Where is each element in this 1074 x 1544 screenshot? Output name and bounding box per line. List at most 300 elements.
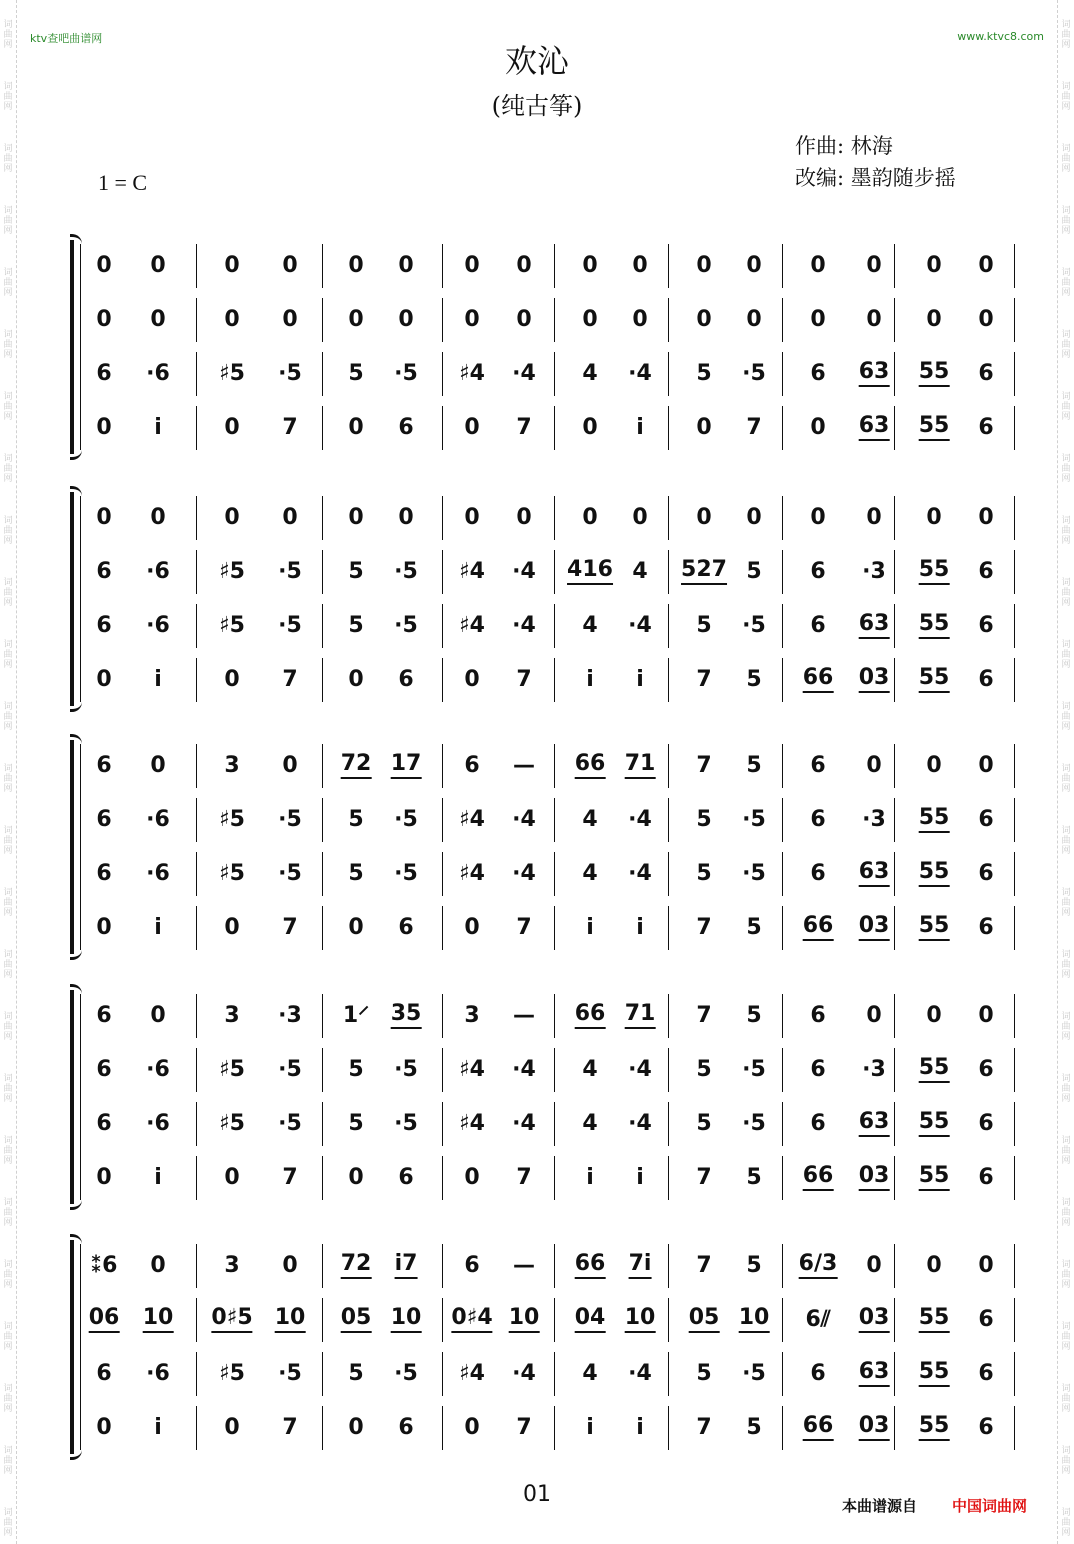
watermark-glyph: 词 曲 网 — [3, 764, 13, 794]
note: 0 — [516, 505, 532, 530]
note: i — [586, 915, 594, 940]
note: 03 — [859, 1165, 890, 1191]
barline — [196, 852, 197, 896]
note: 7 — [696, 667, 712, 692]
note: 7 — [696, 1253, 712, 1278]
barline — [668, 798, 669, 842]
barline — [1014, 798, 1015, 842]
barline — [782, 1102, 783, 1146]
barline — [322, 550, 323, 594]
note: 6 — [810, 1003, 826, 1028]
note: 0 — [516, 307, 532, 332]
note: 0 — [866, 505, 882, 530]
note: 7 — [516, 915, 532, 940]
note: ·4 — [512, 1111, 536, 1136]
note: 0 — [224, 667, 240, 692]
note: 0 — [810, 253, 826, 278]
barline — [894, 1244, 895, 1288]
note: ♯5 — [219, 613, 245, 638]
barline — [442, 1244, 443, 1288]
note: 10 — [275, 1307, 306, 1333]
note: 7 — [516, 667, 532, 692]
barline — [322, 1406, 323, 1450]
note: 03 — [859, 915, 890, 941]
barline — [554, 1298, 555, 1342]
note: 0 — [926, 307, 942, 332]
watermark-glyph: 词 曲 网 — [1061, 950, 1071, 980]
note: ·3 — [862, 807, 886, 832]
note: ·4 — [512, 861, 536, 886]
barline — [668, 906, 669, 950]
barline — [554, 1156, 555, 1200]
barline — [196, 406, 197, 450]
note: 63 — [859, 1111, 890, 1137]
note: 6 — [978, 1057, 994, 1082]
barline — [782, 994, 783, 1038]
watermark-glyph: 词 曲 网 — [3, 702, 13, 732]
barline — [554, 1048, 555, 1092]
note: 10 — [739, 1307, 770, 1333]
note: ·5 — [278, 861, 302, 886]
note: 0 — [282, 505, 298, 530]
barline — [196, 798, 197, 842]
watermark-glyph: 词 曲 网 — [1061, 392, 1071, 422]
note: i — [636, 1415, 644, 1440]
barline — [668, 406, 669, 450]
note: ♯4 — [459, 361, 485, 386]
score-system-2 — [62, 492, 1020, 706]
note: ·5 — [278, 1057, 302, 1082]
note: ♯4 — [459, 613, 485, 638]
left-dashed-border — [16, 0, 17, 1544]
barline — [894, 550, 895, 594]
barline — [894, 994, 895, 1038]
note: 7 — [516, 1165, 532, 1190]
note: ♯4 — [459, 559, 485, 584]
barline — [322, 744, 323, 788]
note: 66 — [575, 753, 606, 779]
barline — [668, 1156, 669, 1200]
note: ·6 — [146, 559, 170, 584]
watermark-glyph: 词 曲 网 — [3, 950, 13, 980]
barline — [322, 244, 323, 288]
note: 6 — [810, 861, 826, 886]
note: 0 — [746, 505, 762, 530]
note: ·5 — [394, 1361, 418, 1386]
barline — [668, 744, 669, 788]
note: 55 — [919, 1307, 950, 1333]
note: 0 — [398, 253, 414, 278]
barline — [1014, 744, 1015, 788]
note: ♯5 — [219, 361, 245, 386]
note: 06 — [89, 1307, 120, 1333]
barline — [322, 604, 323, 648]
note: 63 — [859, 1361, 890, 1387]
barline — [442, 1102, 443, 1146]
note: 0 — [150, 753, 166, 778]
barline — [782, 550, 783, 594]
note: i — [154, 667, 162, 692]
watermark-glyph: 词 曲 网 — [1061, 1198, 1071, 1228]
note: 72 — [341, 753, 372, 779]
barline — [554, 1406, 555, 1450]
barline — [894, 1406, 895, 1450]
note: 6/3 — [799, 1253, 838, 1279]
note: 5 — [348, 1057, 364, 1082]
note: 6 — [810, 1057, 826, 1082]
note: 6 — [810, 361, 826, 386]
watermark-glyph: 词 曲 网 — [1061, 144, 1071, 174]
note: 7 — [696, 915, 712, 940]
barline — [894, 852, 895, 896]
note: 5 — [696, 1361, 712, 1386]
watermark-glyph: 词 曲 网 — [1061, 1384, 1071, 1414]
system-bracket — [62, 240, 76, 454]
note: 0 — [978, 753, 994, 778]
note: 1⸍ — [342, 1003, 370, 1028]
score-system-3 — [62, 740, 1020, 954]
note: ·4 — [628, 1361, 652, 1386]
note: 0 — [696, 505, 712, 530]
note: 0 — [696, 253, 712, 278]
note: 0 — [464, 915, 480, 940]
barline — [894, 352, 895, 396]
barline — [894, 298, 895, 342]
watermark-glyph: 词 曲 网 — [1061, 268, 1071, 298]
note: 5 — [746, 1415, 762, 1440]
right-dashed-border — [1057, 0, 1058, 1544]
note: ⁑6 — [90, 1253, 118, 1278]
note: 6 — [810, 1111, 826, 1136]
note: ·5 — [742, 361, 766, 386]
note: 6 — [96, 559, 112, 584]
watermark-glyph: 词 曲 网 — [3, 516, 13, 546]
watermark-glyph: 词 曲 网 — [3, 206, 13, 236]
barline — [196, 244, 197, 288]
note: 0 — [224, 915, 240, 940]
note: 0 — [348, 415, 364, 440]
note: 03 — [859, 1307, 890, 1333]
barline — [668, 1298, 669, 1342]
barline — [1014, 1048, 1015, 1092]
note: 0 — [926, 505, 942, 530]
barline — [442, 994, 443, 1038]
score-system-4 — [62, 990, 1020, 1204]
site-url-right: www.ktvc8.com — [957, 30, 1044, 43]
note: 0 — [696, 415, 712, 440]
note: 3 — [464, 1003, 480, 1028]
note: 3 — [224, 1253, 240, 1278]
system-bracket — [62, 990, 76, 1204]
barline — [196, 1048, 197, 1092]
note: 0 — [96, 505, 112, 530]
note: 4 — [582, 1111, 598, 1136]
watermark-glyph: 词 曲 网 — [1061, 206, 1071, 236]
note: 6 — [978, 613, 994, 638]
note: 4 — [582, 361, 598, 386]
note: ♯5 — [219, 1111, 245, 1136]
barline — [554, 744, 555, 788]
barline — [668, 244, 669, 288]
score-system-5 — [62, 1240, 1020, 1454]
note: 10 — [509, 1307, 540, 1333]
barline — [554, 604, 555, 648]
note: i — [636, 915, 644, 940]
note: 0 — [866, 753, 882, 778]
note: 0 — [866, 253, 882, 278]
note: 71 — [625, 753, 656, 779]
barline — [196, 1102, 197, 1146]
note: 66 — [803, 1165, 834, 1191]
note: 7 — [746, 415, 762, 440]
barline — [196, 1244, 197, 1288]
barline — [322, 1102, 323, 1146]
note: 0 — [96, 915, 112, 940]
barline — [668, 1048, 669, 1092]
note: ·6 — [146, 361, 170, 386]
note: 0 — [150, 307, 166, 332]
note: 3 — [224, 753, 240, 778]
note: ·5 — [742, 807, 766, 832]
note: ·6 — [146, 1057, 170, 1082]
note: 6 — [810, 559, 826, 584]
note: 7 — [282, 667, 298, 692]
note: 0 — [810, 307, 826, 332]
note: — — [513, 1003, 535, 1028]
note: 0 — [96, 415, 112, 440]
note: 55 — [919, 1361, 950, 1387]
watermark-glyph: 词 曲 网 — [1061, 1074, 1071, 1104]
note: 0 — [866, 307, 882, 332]
note: i — [636, 415, 644, 440]
barline — [1014, 1406, 1015, 1450]
barline — [554, 1102, 555, 1146]
note: 6 — [96, 1057, 112, 1082]
note: 6 — [978, 1307, 994, 1332]
note: ·5 — [394, 361, 418, 386]
note: 0 — [150, 253, 166, 278]
note: 03 — [859, 667, 890, 693]
note: ·5 — [394, 861, 418, 886]
arranger-credit: 改编: 墨韵随步摇 — [795, 166, 956, 190]
note: 5 — [746, 753, 762, 778]
note: ·3 — [862, 559, 886, 584]
note: 17 — [391, 753, 422, 779]
barline — [322, 1156, 323, 1200]
source-label: 本曲谱源自 — [842, 1497, 918, 1515]
note: 4 — [582, 807, 598, 832]
note: 0 — [978, 307, 994, 332]
note: ·4 — [628, 361, 652, 386]
note: 6 — [978, 667, 994, 692]
barline — [196, 550, 197, 594]
note: 0 — [582, 253, 598, 278]
barline — [782, 298, 783, 342]
note: 5 — [348, 361, 364, 386]
note: 63 — [859, 613, 890, 639]
note: 6 — [810, 1361, 826, 1386]
note: 5 — [746, 559, 762, 584]
barline — [782, 1156, 783, 1200]
barline — [196, 1352, 197, 1396]
barline — [1014, 994, 1015, 1038]
watermark-glyph: 词 曲 网 — [1061, 1136, 1071, 1166]
note: 6 — [96, 1361, 112, 1386]
note: 0 — [516, 253, 532, 278]
barline — [894, 906, 895, 950]
right-watermark-strip — [1056, 0, 1074, 1544]
song-title: 欢沁 — [504, 42, 569, 80]
note: ·4 — [512, 1057, 536, 1082]
note: 0 — [282, 307, 298, 332]
note: ♯5 — [219, 807, 245, 832]
note: 0 — [282, 753, 298, 778]
note: 6 — [398, 1165, 414, 1190]
note: 0 — [224, 1165, 240, 1190]
note: 0♯5 — [211, 1307, 252, 1333]
watermark-glyph: 词 曲 网 — [3, 1260, 13, 1290]
barline — [668, 1406, 669, 1450]
barline — [322, 994, 323, 1038]
watermark-glyph: 词 曲 网 — [3, 1446, 13, 1476]
note: 55 — [919, 1057, 950, 1083]
note: 0 — [150, 1253, 166, 1278]
barline — [894, 604, 895, 648]
note: 0 — [810, 415, 826, 440]
barline — [442, 550, 443, 594]
barline — [1014, 406, 1015, 450]
barline — [668, 1244, 669, 1288]
note: 63 — [859, 861, 890, 887]
note: 0 — [224, 505, 240, 530]
watermark-glyph: 词 曲 网 — [1061, 1260, 1071, 1290]
barline — [442, 604, 443, 648]
barline — [554, 550, 555, 594]
barline — [196, 1406, 197, 1450]
watermark-glyph: 词 曲 网 — [3, 1012, 13, 1042]
barline — [668, 550, 669, 594]
note: 0 — [632, 307, 648, 332]
barline — [782, 1406, 783, 1450]
note: ♯4 — [459, 1361, 485, 1386]
barline — [668, 1352, 669, 1396]
note: 6 — [96, 361, 112, 386]
barline — [1014, 550, 1015, 594]
note: i — [636, 1165, 644, 1190]
watermark-glyph: 词 曲 网 — [3, 1198, 13, 1228]
note: 0 — [926, 1003, 942, 1028]
note: 5 — [746, 667, 762, 692]
note: 05 — [689, 1307, 720, 1333]
barline — [322, 1244, 323, 1288]
note: 71 — [625, 1003, 656, 1029]
note: ·5 — [278, 361, 302, 386]
source-site-link[interactable]: 中国词曲网 — [952, 1497, 1028, 1515]
barline — [322, 1048, 323, 1092]
note: 6 — [978, 807, 994, 832]
note: 0 — [978, 1003, 994, 1028]
note: 6 — [398, 915, 414, 940]
note: 7 — [696, 1165, 712, 1190]
barline — [894, 1048, 895, 1092]
note: ♯4 — [459, 1111, 485, 1136]
note: 0 — [348, 253, 364, 278]
note: ·5 — [394, 613, 418, 638]
note: ·4 — [512, 613, 536, 638]
note: 63 — [859, 361, 890, 387]
note: ·5 — [742, 1057, 766, 1082]
watermark-glyph: 词 曲 网 — [1061, 516, 1071, 546]
barline — [442, 1048, 443, 1092]
note: 6 — [978, 915, 994, 940]
note: 66 — [803, 667, 834, 693]
note: 03 — [859, 1415, 890, 1441]
barline — [782, 798, 783, 842]
barline — [554, 496, 555, 540]
note: 0 — [150, 1003, 166, 1028]
note: ·5 — [742, 1111, 766, 1136]
barline — [554, 352, 555, 396]
barline — [782, 244, 783, 288]
note: 6 — [810, 613, 826, 638]
note: ♯4 — [459, 807, 485, 832]
note: 0 — [464, 253, 480, 278]
barline — [894, 244, 895, 288]
barline — [554, 852, 555, 896]
barline — [668, 994, 669, 1038]
barline — [1014, 352, 1015, 396]
barline — [894, 406, 895, 450]
note: ·4 — [512, 361, 536, 386]
composer-credit: 作曲: 林海 — [795, 134, 893, 158]
note: — — [513, 753, 535, 778]
watermark-glyph: 词 曲 网 — [1061, 330, 1071, 360]
barline — [442, 352, 443, 396]
watermark-glyph: 词 曲 网 — [1061, 20, 1071, 50]
note: 0 — [464, 415, 480, 440]
note: ♯5 — [219, 559, 245, 584]
system-bracket — [62, 492, 76, 706]
note: ·5 — [278, 613, 302, 638]
watermark-glyph: 词 曲 网 — [3, 20, 13, 50]
note: 55 — [919, 915, 950, 941]
note: 7 — [282, 1165, 298, 1190]
score-system-1 — [62, 240, 1020, 454]
note: ·5 — [394, 1111, 418, 1136]
note: ♯4 — [459, 1057, 485, 1082]
watermark-glyph: 词 曲 网 — [1061, 826, 1071, 856]
note: 5 — [348, 861, 364, 886]
note: 0 — [282, 1253, 298, 1278]
barline — [782, 1298, 783, 1342]
note: 0 — [582, 505, 598, 530]
note: 5 — [746, 1165, 762, 1190]
note: 0 — [348, 1165, 364, 1190]
barline — [782, 406, 783, 450]
system-bracket — [62, 740, 76, 954]
note: 6 — [464, 753, 480, 778]
barline — [196, 1298, 197, 1342]
note: ♯5 — [219, 861, 245, 886]
barline — [1014, 1352, 1015, 1396]
note: 0 — [96, 253, 112, 278]
watermark-glyph: 词 曲 网 — [1061, 1446, 1071, 1476]
note: ·5 — [394, 807, 418, 832]
note: 0 — [464, 307, 480, 332]
note: 0 — [398, 505, 414, 530]
note: ·6 — [146, 1111, 170, 1136]
note: 7i — [629, 1253, 652, 1279]
